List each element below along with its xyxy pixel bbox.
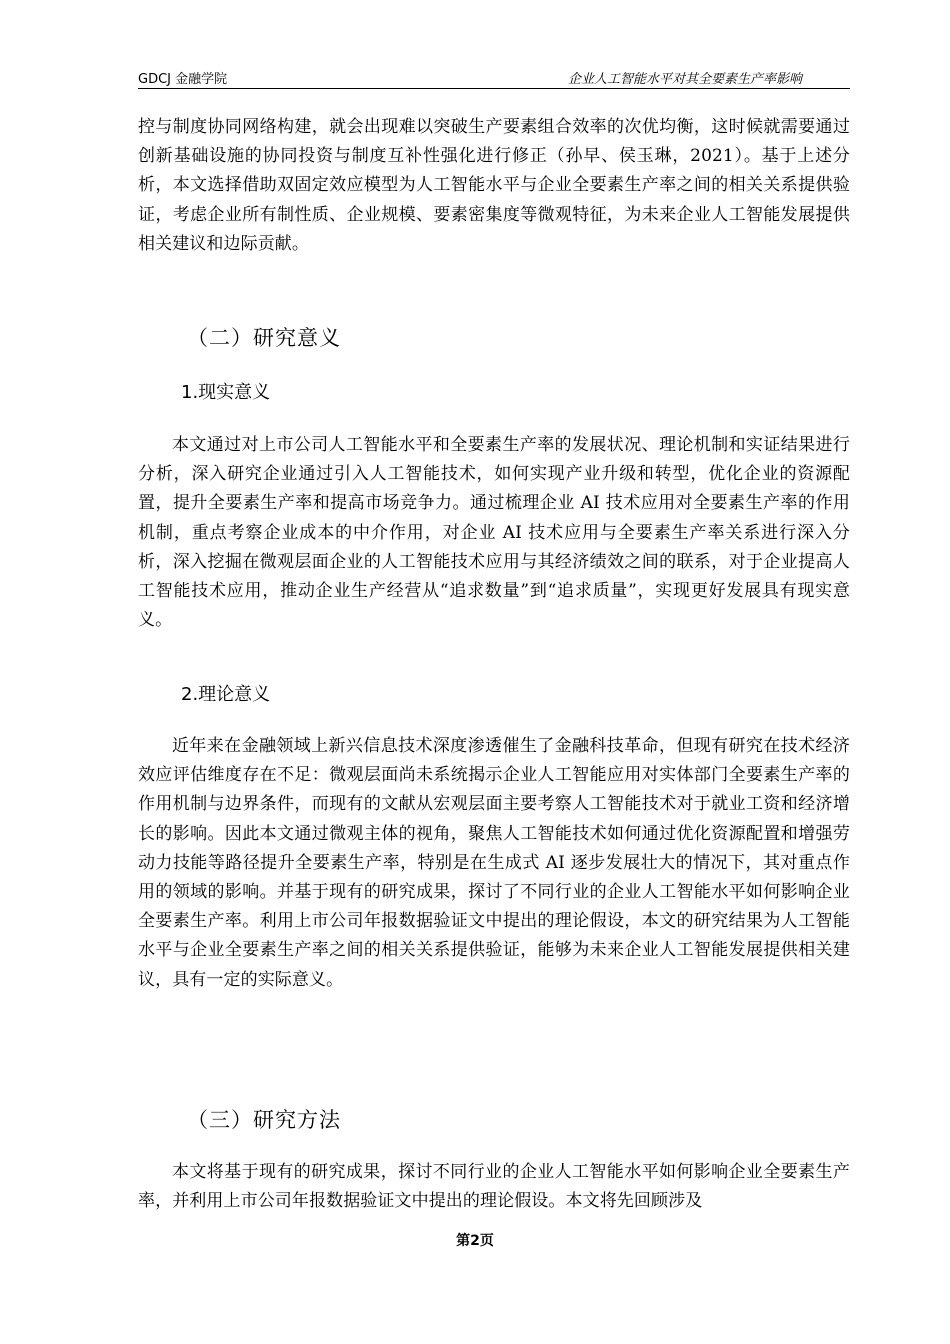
paragraph-research-method: 本文将基于现有的研究成果，探讨不同行业的企业人工智能水平如何影响企业全要素生产率，并利用上市公司年报数据验证文中提出的理论假设。本文将先回顾涉及 (138, 1162, 850, 1212)
header-institution: GDCJ 金融学院 (138, 72, 228, 87)
subsection-heading-practical: 1.现实意义 (181, 382, 271, 403)
page-number: 第2页 (456, 1233, 494, 1249)
page-header (138, 68, 850, 89)
paragraph-theoretical-significance: 近年来在金融领域上新兴信息技术深度渗透催生了金融科技革命，但现有研究在技术经济效应评估维度存在不足：微观层面尚未系统揭示企业人工智能应用对实体部门全要素生产率的作用机制与边界条件，而现有的文献从宏观层面主要考察人工智能技术对于就业工资和经济增长的影响。因此本文通过微观主体的视角，聚焦人工智能技术如何通过优化资源配置和增强劳动力技能等路径提升全要素生产率，特别是在生成式 AI 逐步发展壮大的情况下，其对重点作用的领域的影响。并基于现有的研究成果，探讨了不同行业的企业人工智能水平如何影响企业全要素生产率。利用上市公司年报数据验证文中提出的理论假设，本文的研究结果为人工智能水平与企业全要素生产率之间的相关关系提供验证，能够为未来企业人工智能发展提供相关建议，具有一定的实际意义。 (138, 736, 850, 990)
section-heading-method: （三）研究方法 (187, 1108, 341, 1132)
paragraph-practical-significance: 本文通过对上市公司人工智能水平和全要素生产率的发展状况、理论机制和实证结果进行分析，深入研究企业通过引入人工智能技术，如何实现产业升级和转型，优化企业的资源配置，提升全要素生产率和提高市场竞争力。通过梳理企业 AI 技术应用对全要素生产率的作用机制，重点考察企业成本的中介作用，对企业 AI 技术应用与全要素生产率关系进行深入分析，深入挖掘在微观层面企业的人工智能技术应用与其经济绩效之间的联系，对于企业提高人工智能技术应用，推动企业生产经营从“追求数量”到“追求质量”，实现更好发展具有现实意义。 (138, 435, 850, 631)
paragraph-continuation: 控与制度协同网络构建，就会出现难以突破生产要素组合效率的次优均衡，这时候就需要通过创新基础设施的协同投资与制度互补性强化进行修正（孙早、侯玉琳，2021）。基于上述分析，本文选择借助双固定效应模型为人工智能水平与企业全要素生产率之间的相关关系提供验证，考虑企业所有制性质、企业规模、要素密集度等微观特征，为未来企业人工智能发展提供相关建议和边际贡献。 (138, 117, 850, 254)
section-heading-significance: （二）研究意义 (187, 326, 341, 350)
subsection-heading-theoretical: 2.理论意义 (181, 684, 271, 705)
header-paper-title: 企业人工智能水平对其全要素生产率影响 (567, 72, 802, 87)
